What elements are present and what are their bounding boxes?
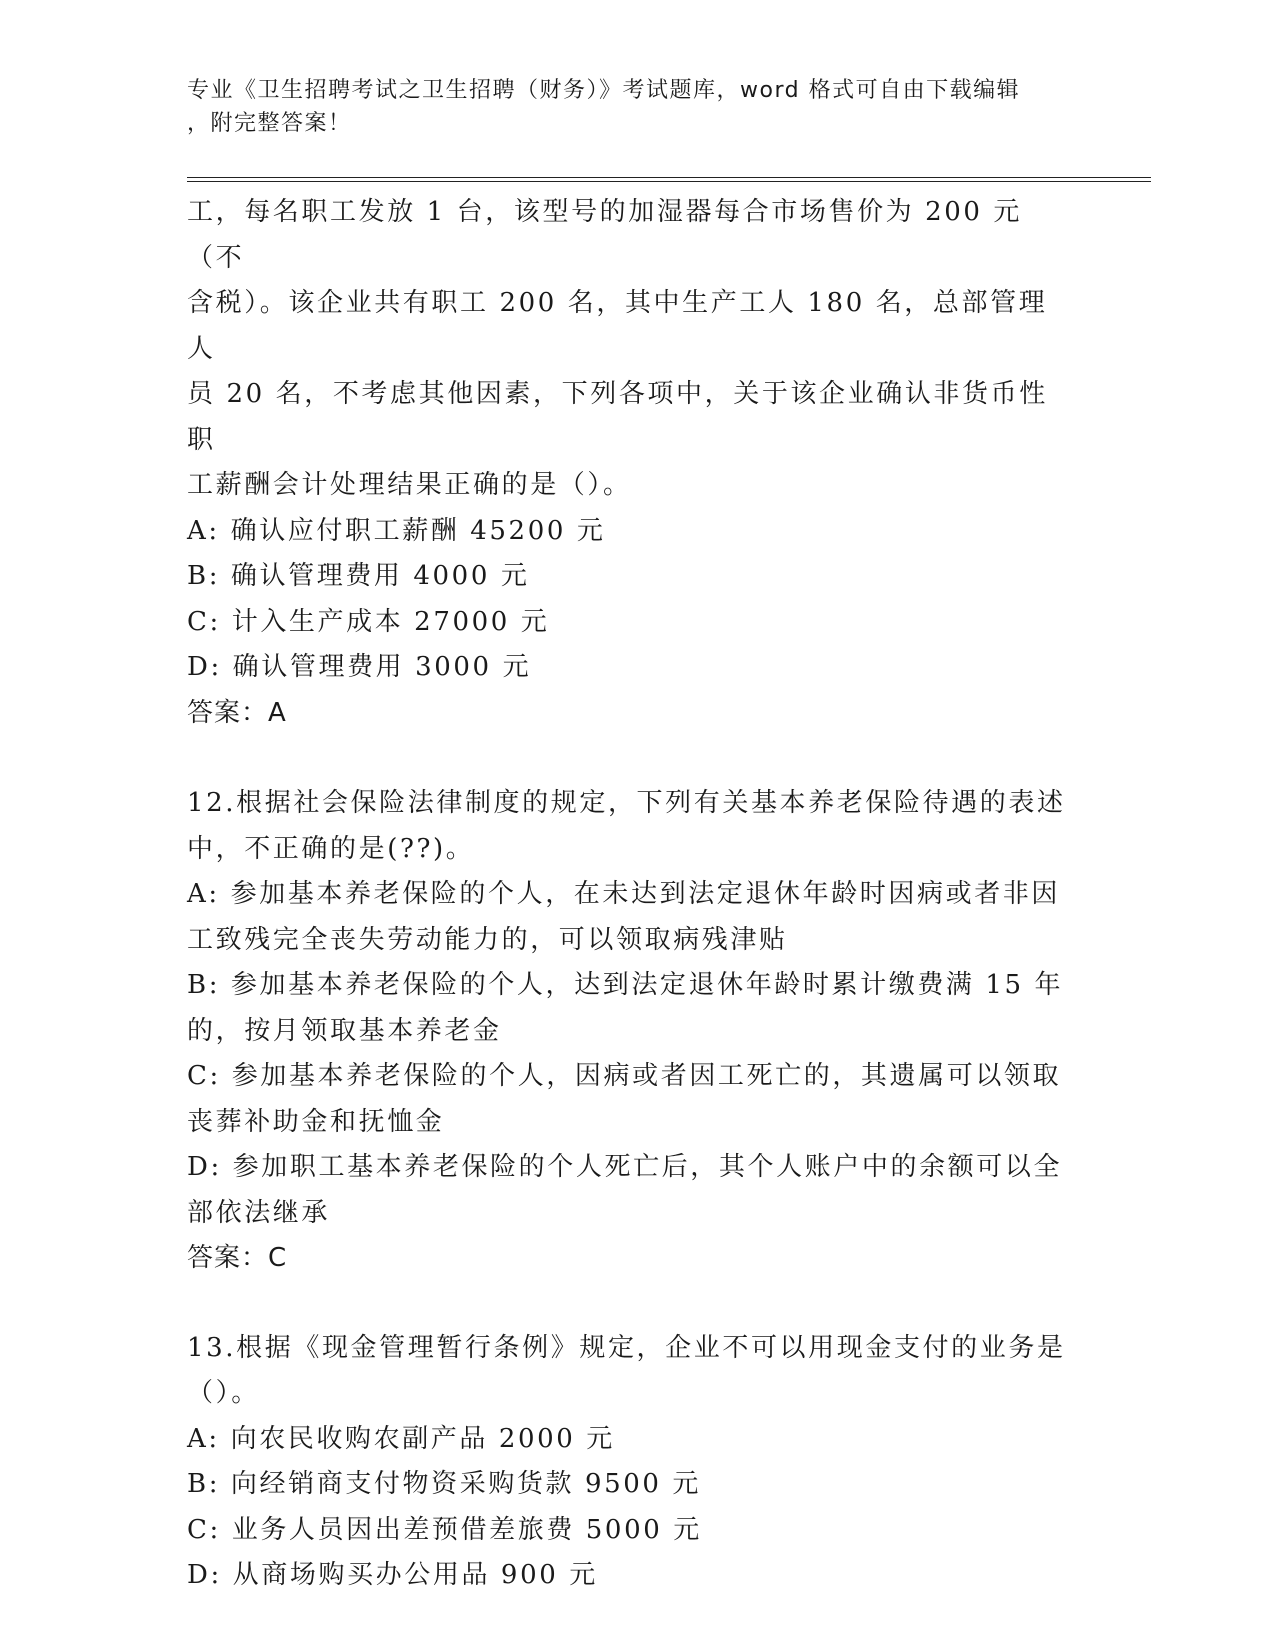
question-spacer	[187, 1282, 1067, 1326]
option-c-line-2: 丧葬补助金和抚恤金	[187, 1106, 445, 1137]
question-12	[187, 781, 1067, 1282]
option-c: C: 业务人员因出差预借差旅费 5000 元	[187, 1514, 702, 1545]
option-d-line-2: 部依法继承	[187, 1197, 331, 1228]
option-a-line-2: 工致残完全丧失劳动能力的，可以领取病残津贴	[187, 924, 788, 955]
header-divider	[187, 177, 1151, 182]
question-stem-line: 12.根据社会保险法律制度的规定，下列有关基本养老保险待遇的表述	[187, 788, 1066, 818]
question-stem-line: 含税）。该企业共有职工 200 名，其中生产工人 180 名，总部管理人	[187, 288, 1048, 364]
question-content	[187, 190, 1067, 1599]
header-line-1: 专业《卫生招聘考试之卫生招聘（财务）》考试题库，word 格式可自由下载编辑	[187, 78, 1021, 103]
option-b: B: 向经销商支付物资采购货款 9500 元	[187, 1469, 702, 1499]
page-header	[187, 74, 1087, 140]
option-d: D: 从商场购买办公用品 900 元	[187, 1560, 598, 1590]
option-c: C: 计入生产成本 27000 元	[187, 606, 550, 637]
question-13	[187, 1326, 1067, 1599]
option-a: A: 确认应付职工薪酬 45200 元	[187, 515, 606, 546]
option-c-line-1: C: 参加基本养老保险的个人，因病或者因工死亡的，其遗属可以领取	[187, 1061, 1062, 1091]
question-stem-line: 中，不正确的是(??)。	[187, 833, 475, 864]
option-d: D: 确认管理费用 3000 元	[187, 652, 532, 682]
question-11	[187, 190, 1067, 736]
question-spacer	[187, 736, 1067, 781]
answer-line: 答案：A	[187, 697, 287, 728]
option-d-line-1: D: 参加职工基本养老保险的个人死亡后，其个人账户中的余额可以全	[187, 1152, 1063, 1182]
option-b: B: 确认管理费用 4000 元	[187, 561, 530, 591]
option-b-line-2: 的，按月领取基本养老金	[187, 1015, 502, 1046]
question-stem-line: 工薪酬会计处理结果正确的是（）。	[187, 470, 632, 500]
option-a: A: 向农民收购农副产品 2000 元	[187, 1423, 615, 1454]
question-stem-line: （）。	[187, 1378, 260, 1408]
question-stem-line: 员 20 名，不考虑其他因素，下列各项中，关于该企业确认非货币性职	[187, 379, 1048, 455]
header-line-2: ，附完整答案！	[187, 111, 352, 136]
question-stem-line: 工，每名职工发放 1 台，该型号的加湿器每合市场售价为 200 元（不	[187, 197, 1023, 273]
option-b-line-1: B: 参加基本养老保险的个人，达到法定退休年龄时累计缴费满 15 年	[187, 970, 1064, 1000]
question-stem-line: 13.根据《现金管理暂行条例》规定，企业不可以用现金支付的业务是	[187, 1332, 1066, 1363]
answer-line: 答案：C	[187, 1243, 288, 1273]
option-a-line-1: A: 参加基本养老保险的个人，在未达到法定退休年龄时因病或者非因	[187, 879, 1061, 909]
